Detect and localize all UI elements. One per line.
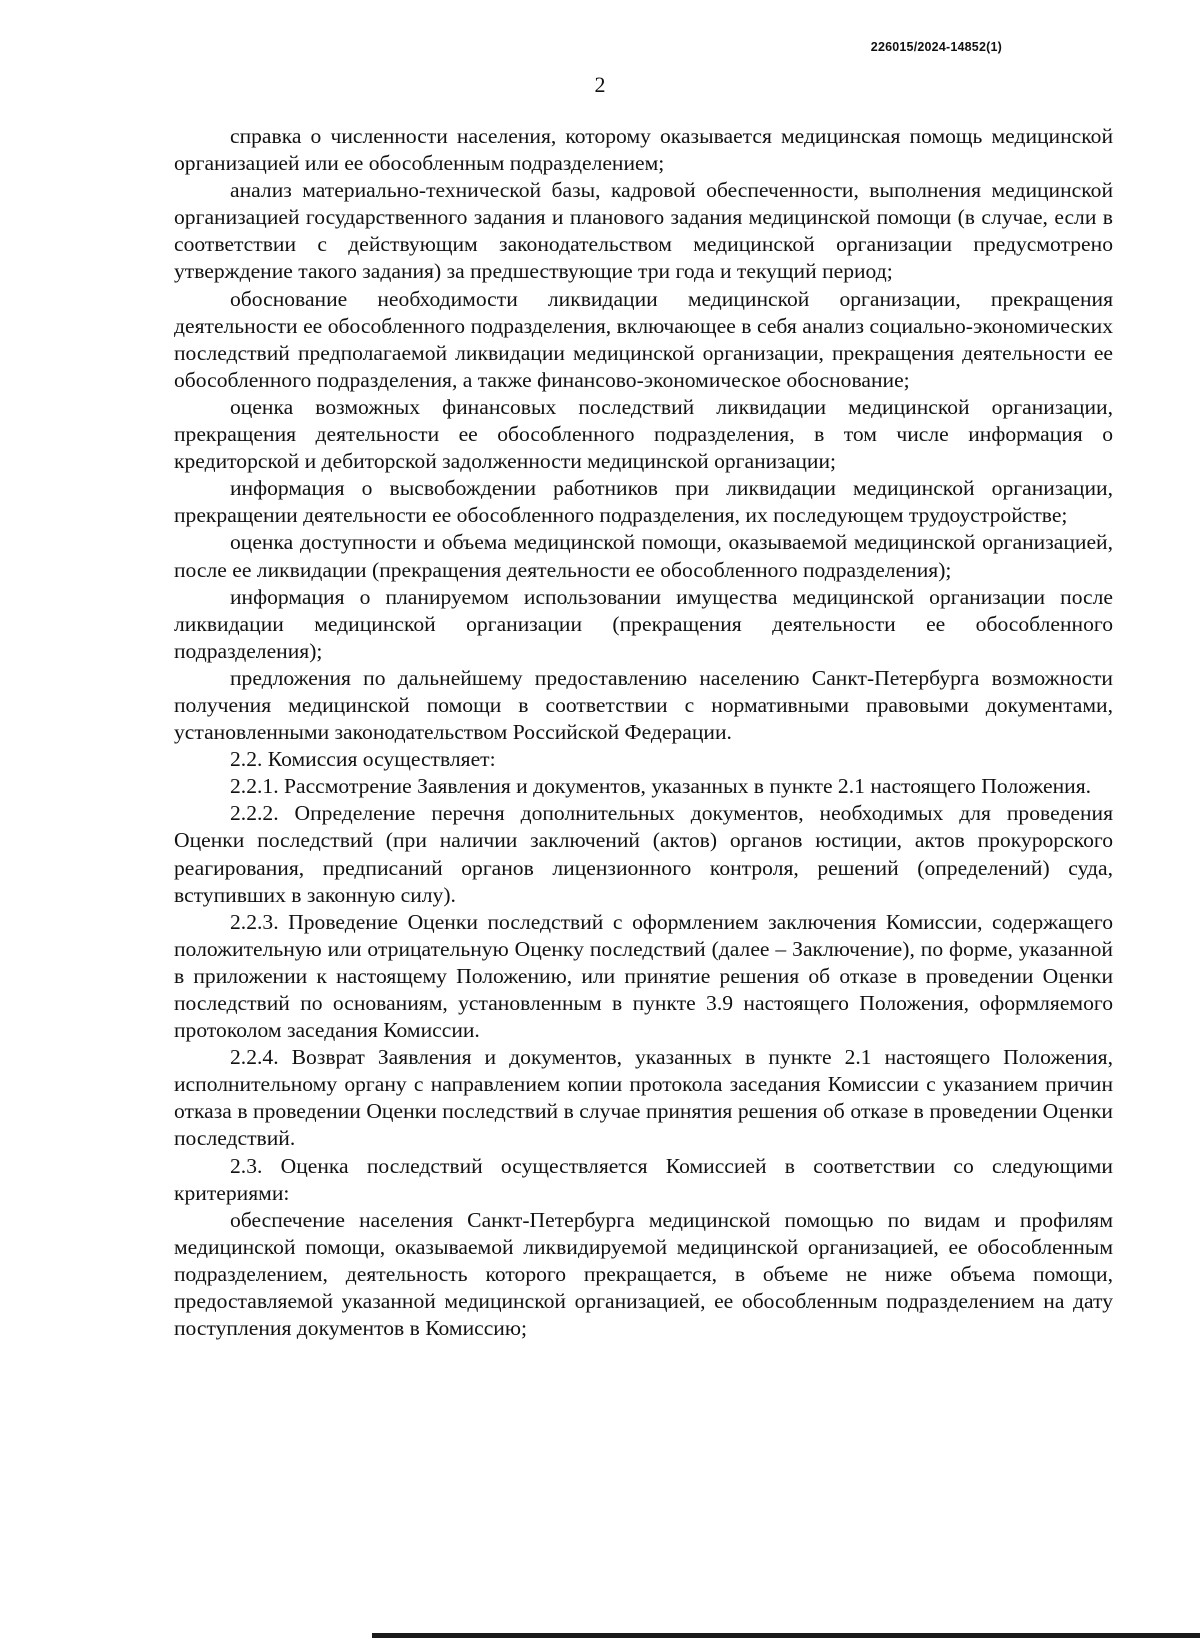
page-number: 2: [594, 72, 606, 97]
paragraph: предложения по дальнейшему предоставлению населению Санкт-Петербурга возможности получения медицинской помощи в соответствии с нормативными правовыми документами, установленными законодательством Российской Федерации.: [174, 665, 1113, 745]
paragraph: 2.3. Оценка последствий осуществляется Комиссией в соответствии со следующими критериями:: [174, 1153, 1113, 1205]
paragraph: 2.2.1. Рассмотрение Заявления и документов, указанных в пункте 2.1 настоящего Положения.: [230, 774, 1092, 799]
document-body: [174, 123, 1113, 1342]
paragraph: анализ материально-технической базы, кадровой обеспеченности, выполнения медицинской организацией государственного задания и планового задания медицинской помощи (в случае, если в соответствии с действующим законодательством медицинской организации предусмотрено утверждение такого задания) за предшествующие три года и текущий период;: [174, 178, 1113, 284]
paragraph: 2.2.4. Возврат Заявления и документов, указанных в пункте 2.1 настоящего Положения, исполнительному органу с направлением копии протокола заседания Комиссии с указанием причин отказа в проведении Оценки последствий в случае принятия решения об отказе в проведении Оценки последствий.: [174, 1045, 1113, 1151]
paragraph: информация о планируемом использовании имущества медицинской организации после ликвидации медицинской организации (прекращения деятельности ее обособленного подразделения);: [174, 584, 1113, 663]
scan-edge-line: [372, 1633, 1200, 1638]
paragraph: информация о высвобождении работников при ликвидации медицинской организации, прекращении деятельности ее обособленного подразделения, их последующем трудоустройстве;: [174, 476, 1113, 528]
paragraph: 2.2.3. Проведение Оценки последствий с оформлением заключения Комиссии, содержащего положительную или отрицательную Оценку последствий (далее – Заключение), по форме, указанной в приложении к настоящему Положению, или принятие решения об отказе в проведении Оценки последствий по основаниям, установленным в пункте 3.9 настоящего Положения, оформляемого протоколом заседания Комиссии.: [174, 909, 1113, 1043]
section-heading: 2.2. Комиссия осуществляет:: [230, 747, 496, 772]
paragraph: оценка возможных финансовых последствий ликвидации медицинской организации, прекращения деятельности ее обособленного подразделения, в том числе информация о кредиторской и дебиторской задолженности медицинской организации;: [174, 394, 1113, 474]
document-registration-number: 226015/2024-14852(1): [870, 40, 1002, 54]
paragraph: оценка доступности и объема медицинской помощи, оказываемой медицинской организацией, после ее ликвидации (прекращения деятельности ее обособленного подразделения);: [174, 530, 1113, 582]
paragraph: обоснование необходимости ликвидации медицинской организации, прекращения деятельности ее обособленного подразделения, включающее в себя анализ социально-экономических последствий предполагаемой ликвидации медицинской организации, прекращения деятельности ее обособленного подразделения, а также финансово-экономическое обоснование;: [174, 286, 1113, 392]
paragraph: обеспечение населения Санкт-Петербурга медицинской помощью по видам и профилям медицинской помощи, оказываемой ликвидируемой медицинской организацией, ее обособленным подразделением, деятельность которого прекращается, в объеме не ниже объема помощи, предоставляемой указанной медицинской организацией, ее обособленным подразделением на дату поступления документов в Комиссию;: [174, 1207, 1113, 1341]
paragraph: 2.2.2. Определение перечня дополнительных документов, необходимых для проведения Оценки последствий (при наличии заключений (актов) органов юстиции, актов прокурорского реагирования, предписаний органов лицензионного контроля, решений (определений) суда, вступивших в законную силу).: [174, 801, 1113, 907]
paragraph: справка о численности населения, которому оказывается медицинская помощь медицинской организацией или ее обособленным подразделением;: [174, 124, 1113, 176]
